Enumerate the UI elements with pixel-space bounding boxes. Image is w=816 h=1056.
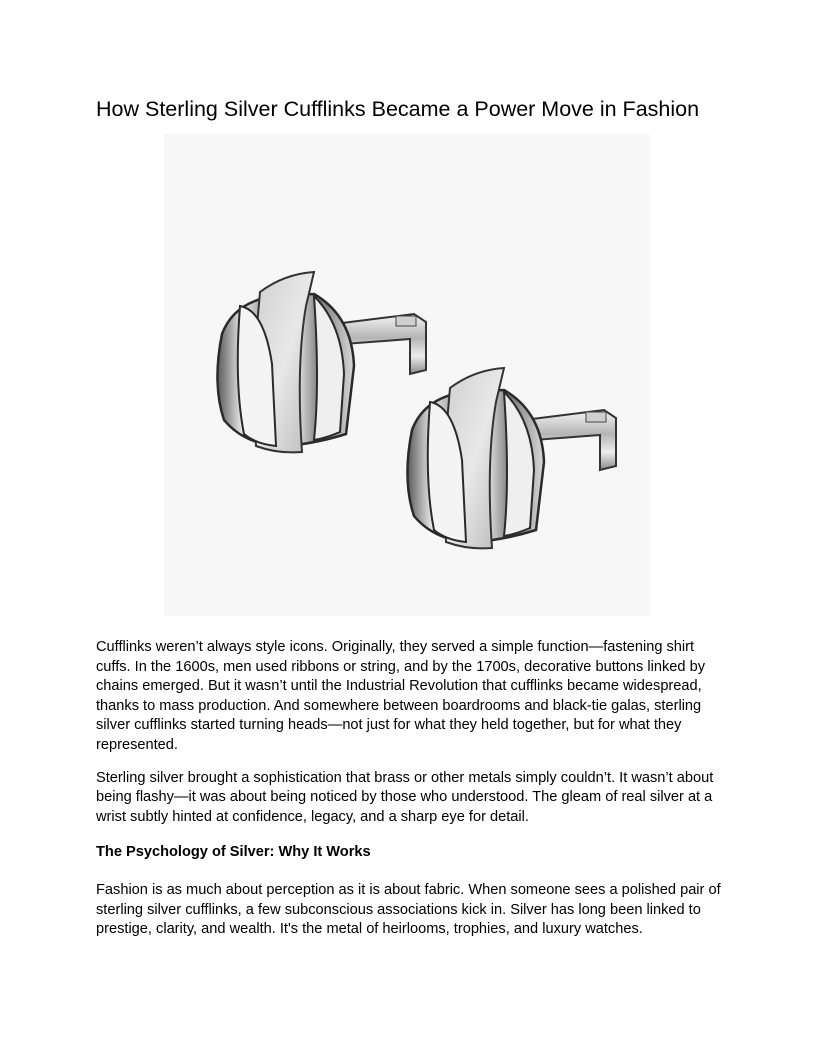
cufflinks-image: [164, 134, 650, 616]
right-cufflink: [407, 368, 616, 548]
paragraph-history: Cufflinks weren’t always style icons. Originally, they served a simple function—fastening shirt cuffs. In the 1600s, men used ribbons or string, and by the 1700s, decorative buttons linked by chains emerged. But it wasn’t until the Industrial Revolution that cufflinks became widespread, thanks to mass production. And somewhere between boardrooms and black-tie galas, sterling silver cufflinks started turning heads—not just for what they held together, but for what they represented.: [96, 639, 705, 753]
left-cufflink: [217, 272, 426, 452]
paragraph-psychology: Fashion is as much about perception as it is about fabric. When someone sees a polished pair of sterling silver cufflinks, a few subconscious associations kick in. Silver has long been linked to prestige, clarity, and wealth. It's the metal of heirlooms, trophies, and luxury watches.: [96, 881, 721, 938]
section-heading: The Psychology of Silver: Why It Works: [96, 844, 371, 861]
article-title: How Sterling Silver Cufflinks Became a Power Move in Fashion: [96, 97, 700, 121]
paragraph-sophistication: Sterling silver brought a sophistication that brass or other metals simply couldn’t. It wasn’t about being flashy—it was about being noticed by those who understood. The gleam of real silver at a wrist subtly hinted at confidence, legacy, and a sharp eye for detail.: [96, 769, 714, 825]
article-body: [96, 638, 724, 953]
